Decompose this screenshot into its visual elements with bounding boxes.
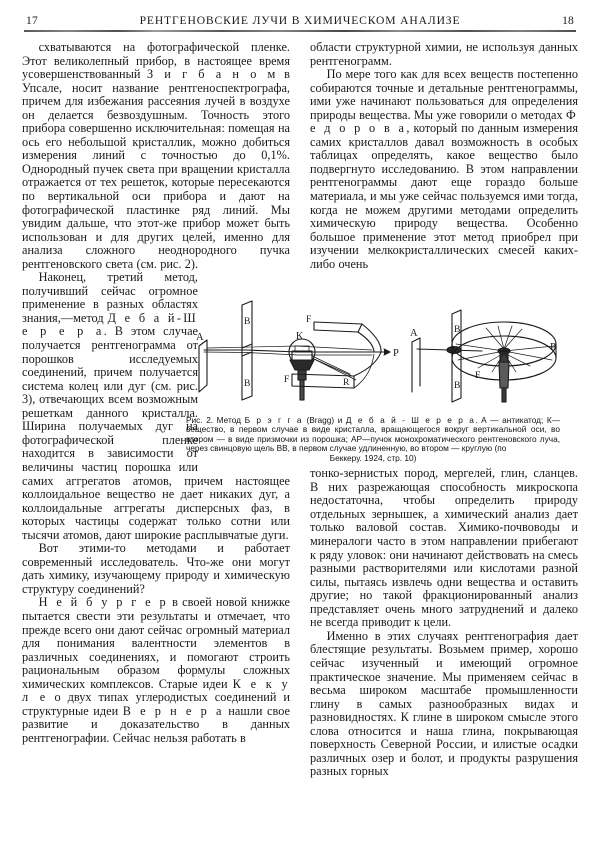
figure-2	[186, 288, 560, 463]
paragraph: Вот этими-то методами и работает современный исследователь. Что-же они могут дать химику, изучающему природу и химическую структуру соединений?	[22, 541, 290, 596]
folio-left: 17	[26, 15, 38, 27]
running-head	[22, 14, 578, 27]
text-run: У	[22, 80, 30, 95]
text-run: о двух типах углеродистых соединений и структурные идеи	[22, 690, 290, 718]
label-R: R	[343, 378, 350, 388]
label-B-lower-right: B	[454, 381, 461, 391]
paragraph	[22, 596, 290, 745]
caption-run: Рис. 2. Метод	[186, 415, 245, 425]
caption-spaced-name: Д е б а й - Ш е р е р а	[345, 415, 476, 425]
spaced-name: В е р н е р а	[122, 703, 224, 718]
text-run: в	[277, 67, 290, 82]
label-B-upper-right: B	[454, 325, 461, 335]
paragraph: Именно в этих случаях рентгенография дает блестящие результаты. Возьмем пример, хорошо сейчас изученный и имеющий огромное практическое значение. Мы применяем сейчас в весьма широком масштабе промышленности глину в самых разнообразных видах и разновидностях. К глине в широком смысле этого слова относится и наша глина, покрывающая поверхность Северной России, и илистые осадки различных озер и болот, и продукты разрушения разных горных	[310, 628, 578, 779]
text-run: нашли свое развитие и доказательство в данных рентгенографии. Сейчас нельзя работать в	[22, 703, 290, 745]
header-rule	[24, 30, 576, 32]
label-K: K	[296, 331, 304, 342]
label-P-right: P	[550, 342, 556, 353]
text-run: По мере того как для всех веществ постепенно собираются точные и детальные рентгенограммы, ими уже начинают пользоваться для определения природы вещества. Мы уже говорили о методах	[310, 67, 578, 122]
label-F-upper: F	[306, 315, 312, 325]
paragraph: области структурной химии, не используя данных рентгенограмм.	[310, 40, 578, 68]
label-F-lower: F	[284, 375, 290, 385]
text-run: схватываются на фотографической пленке. Этот великолепный прибор, в настоящее время усовершенствованный	[22, 40, 290, 82]
percent-symbol: %	[276, 148, 287, 163]
text-run: . Однородный пучек света при вращении кристалла отражается от тех решеток, которые пересекаются по вертикальной оси прибора и дают на фотографической пластинке ряд линий. Мы увидим дальше, что этот-же прибор может быть использован и для других целей, именно для анализа сложного неоднородного пучка рентгеновского света (см. рис. 2).	[22, 148, 290, 271]
text-run: псале, носит название рентгеноспектрографа, причем для избежания рассеяния лучей в воздухе он делается безвоздушным. Точность этого прибора совершенно исключительная: помещая на ось его небольшой кристаллик, можно добиться измерения линий с точностью до 0,1	[22, 80, 290, 163]
spaced-name: З и г б а н о м	[146, 67, 278, 82]
label-A-right: A	[410, 328, 418, 339]
label-P-left: P	[393, 348, 399, 359]
caption-run: (Bragg) и	[302, 415, 346, 425]
paragraph	[310, 68, 578, 271]
text-run: в своей новой книжке пытается свести эти результаты и отмечает, что прежде всего они дают сейчас огромный материал для понимания валентности элементов в различных соединениях, и помогают строить рациональным образом формулы сложных химических комплексов. Старые идеи	[22, 595, 290, 691]
text-run: Наконец, третий метод, получивший сейчас огромное применение в разных областях знания,—метод	[22, 270, 198, 325]
spaced-name: Д е б а й-	[107, 310, 184, 325]
caption-source: Беккеру. 1924, стр. 10)	[329, 452, 417, 463]
text-run: , который по данным измерения самих кристаллов давал возможность в особых таблицах определять, какое вещество было подвергнуто исследованию. В этом направлении рентгенограммы дают еще гораздо больше материала, и мы уже сейчас пользуемся ими тогда, когда не можем другими методами определить химическую природу вещества. Особенно большое применение этот метод приобрел при изучении мелкокристаллических смесей каких-либо очень	[310, 121, 578, 271]
spaced-name: Н е й б у р г е р	[38, 595, 168, 610]
caption-spaced-name: Б р э г г а	[244, 415, 303, 425]
paragraph: тонко-зернистых пород, мергелей, глин, сланцев. В них разрежающая способность микроскопа недостаточна, чтобы определить природу отдельных зернышек, а химический анализ дает только валовой состав. Химико-почвоводы и минералоги часто в этом направлении прибегают к ряду уловок: они начинают действовать на смесь разными растворителями или кислотами разной силы, пытаясь извлечь одни вещества и оставить другие; но такой фракционированный анализ представляет очень много затруднений и далеко не всегда приводит к цели.	[310, 466, 578, 630]
caption-run: . А — антикатод; К—вещество, в первом случае в виде кристалла, вращающегося вокруг вертикальной оси, во втором — в виде призмочки из порошка; АР—пучок монохроматического рентгеновского луча, через свинцовую щель ВВ, в первом случае удлиненную, во втором — круглую (по	[186, 415, 561, 454]
folio-right: 18	[562, 15, 574, 27]
figure-2-illustration	[186, 288, 560, 414]
spaced-name: Ф е д о р о в а	[310, 107, 578, 136]
paragraph	[22, 41, 290, 271]
label-A: A	[196, 332, 204, 343]
label-B-upper: B	[244, 317, 251, 327]
spaced-name: Ш е р е р а	[22, 310, 198, 339]
figure-caption	[186, 416, 560, 463]
text-run: . В этом случае получается рентгенограмма от порошков исследуемых соединений, причем получается система колец или дуг (см. рис. 3), отвечающих всем возможным решеткам данного кристалла. Ширина получаемых дуг на фотографической пленке находится в зависимости от величины частиц порошка или самих аггрегатов атомов, причем настоящее коллоидальное вещество не дает никаких дуг, а коллоидальные аггрегаты дисперсных фаз, в которых частицы содержат только сотни или тысячи атомов, дают широкие расплывчатые дуги.	[22, 324, 290, 542]
spaced-name: К е к у л е	[22, 676, 290, 705]
page-title: РЕНТГЕНОВСКИЕ ЛУЧИ В ХИМИЧЕСКОМ АНАЛИЗЕ	[139, 14, 461, 27]
label-F-right: F	[475, 371, 481, 381]
label-B-lower: B	[244, 379, 251, 389]
